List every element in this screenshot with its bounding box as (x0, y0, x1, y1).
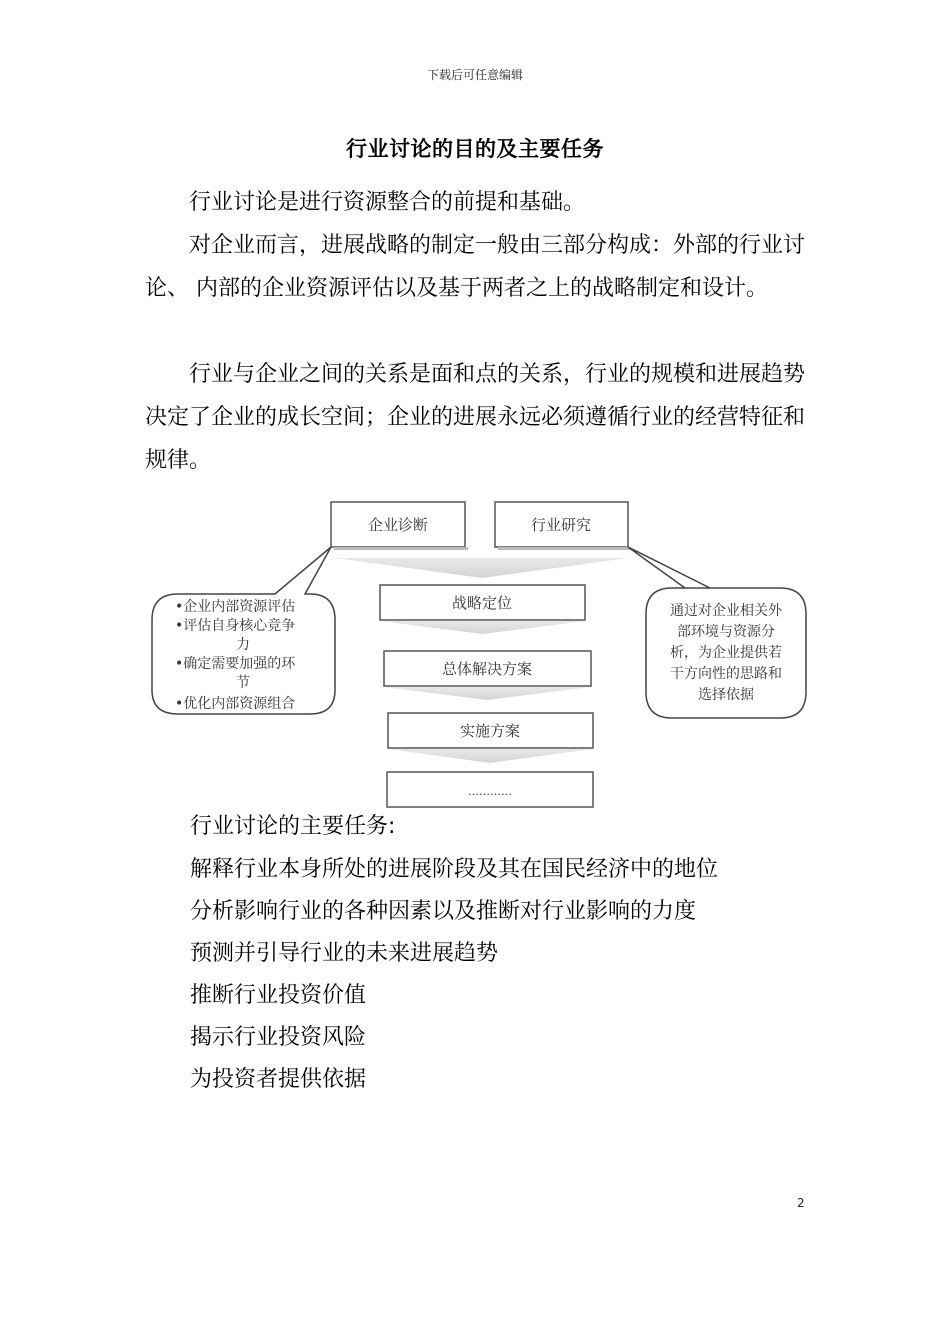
left-callout-line: 力 (236, 637, 250, 653)
task-item: 分析影响行业的各种因素以及推断对行业影响的力度 (190, 899, 697, 924)
step-arrow (388, 749, 593, 763)
box-industry-research (495, 502, 631, 550)
left-callout-line: •企业内部资源评估 (175, 599, 296, 615)
step-box (388, 713, 593, 748)
task-item: 预测并引导行业的未来进展趋势 (190, 941, 499, 966)
step-arrow (380, 621, 585, 634)
right-callout-line: 部环境与资源分 (677, 624, 775, 640)
page-number: 2 (797, 1196, 805, 1210)
step-box (380, 585, 585, 620)
task-item: 解释行业本身所处的进展阶段及其在国民经济中的地位 (190, 857, 719, 882)
left-callout-line: •评估自身核心竞争 (175, 618, 296, 634)
top-arrow (335, 558, 628, 578)
right-callout-line: 干方向性的思路和 (670, 666, 782, 682)
right-callout-line: 通过对企业相关外 (670, 603, 782, 619)
step-label: 总体解决方案 (441, 660, 533, 678)
left-callout (152, 547, 335, 714)
right-callout-line: 选择依据 (698, 687, 754, 703)
left-callout-line: 节 (236, 675, 250, 691)
step-box (387, 772, 593, 807)
right-callout (628, 547, 806, 718)
step-label: 战略定位 (451, 594, 513, 612)
box-enterprise-diagnosis (331, 502, 468, 550)
left-callout-line: •确定需要加强的环 (175, 656, 296, 672)
tasks-heading: 行业讨论的主要任务: (190, 814, 396, 839)
header-note: 下载后可任意编辑 (426, 68, 523, 82)
task-item: 揭示行业投资风险 (190, 1025, 367, 1050)
right-callout-line: 析，为企业提供若 (670, 645, 782, 661)
paragraph-2: 对企业而言，进展战略的制定一般由三部分构成：外部的行业讨论、 内部的企业资源评估以及基于两者之上的战略制定和设计。 (145, 233, 806, 301)
step-box (384, 651, 591, 686)
box-industry-label: 行业研究 (530, 516, 592, 534)
step-label: 实施方案 (459, 722, 521, 740)
task-item: 为投资者提供依据 (190, 1067, 367, 1092)
left-callout-line: •优化内部资源组合 (175, 696, 296, 712)
step-arrow (384, 687, 591, 700)
page-title: 行业讨论的目的及主要任务 (346, 137, 604, 161)
step-label: ………… (468, 785, 512, 798)
box-enterprise-label: 企业诊断 (367, 516, 429, 534)
paragraph-1: 行业讨论是进行资源整合的前提和基础。 (189, 190, 586, 215)
task-item: 推断行业投资价值 (190, 983, 367, 1008)
paragraph-3: 行业与企业之间的关系是面和点的关系，行业的规模和进展趋势决定了企业的成长空间；企业的进展永远必须遵循行业的经营特征和规律。 (145, 362, 806, 473)
